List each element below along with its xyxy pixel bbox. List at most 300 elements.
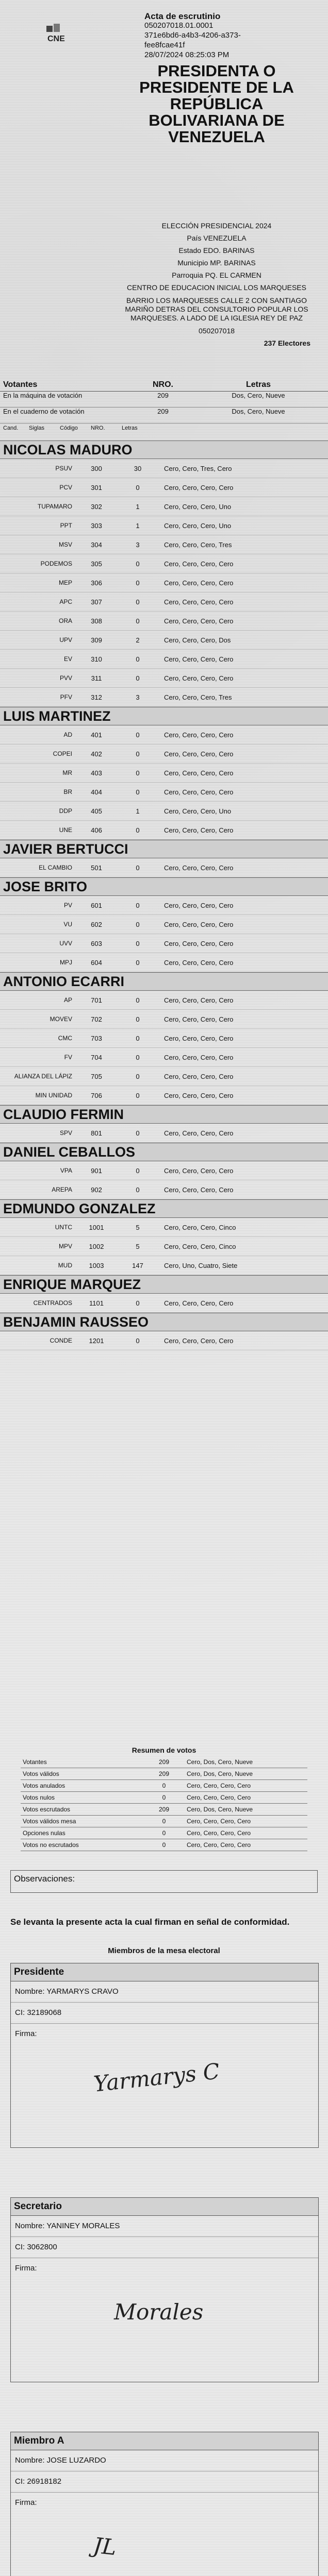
summary-label: Votos anulados xyxy=(23,1782,65,1789)
party-code: 1003 xyxy=(89,1261,104,1269)
candidate-name: CLAUDIO FERMIN xyxy=(0,1105,328,1124)
party-code: 604 xyxy=(91,958,102,967)
party-acronym: BR xyxy=(63,788,72,795)
party-acronym: CENTRADOS xyxy=(33,1299,72,1307)
party-votes: 0 xyxy=(136,1015,140,1023)
party-votes: 0 xyxy=(136,1299,140,1307)
party-code: 401 xyxy=(91,731,102,739)
party-row xyxy=(0,1048,328,1067)
cne-logo xyxy=(45,21,89,43)
party-code: 309 xyxy=(91,636,102,644)
col-letters: Letras xyxy=(245,380,271,389)
col-voters: Votantes xyxy=(3,380,38,389)
party-acronym: CMC xyxy=(58,1035,72,1042)
center-address: BARRIO LOS MARQUESES CALLE 2 CON SANTIAGO MARIÑO DETRAS DEL CONSULTORIO POPULAR LOS MARQUESES. A LADO DE LA IGLESIA REY DE PAZ xyxy=(125,296,308,322)
party-acronym: PFV xyxy=(60,693,72,701)
party-code: 901 xyxy=(91,1166,102,1175)
acta-header xyxy=(0,0,328,170)
party-votes: 5 xyxy=(136,1242,140,1250)
party-votes: 0 xyxy=(136,731,140,739)
voters-row-book xyxy=(0,408,328,423)
party-acronym: EV xyxy=(63,655,72,663)
party-code: 603 xyxy=(91,939,102,947)
party-votes: 0 xyxy=(136,958,140,967)
party-votes-letters: Cero, Cero, Cero, Cero xyxy=(164,1034,234,1042)
party-row xyxy=(0,744,328,764)
party-votes-letters: Cero, Cero, Cero, Uno xyxy=(164,502,232,511)
party-votes-letters: Cero, Cero, Cero, Cero xyxy=(164,1185,234,1194)
party-acronym: DDP xyxy=(59,807,72,815)
candidate-name: ANTONIO ECARRI xyxy=(0,972,328,991)
party-code: 902 xyxy=(91,1185,102,1194)
party-code: 305 xyxy=(91,560,102,568)
signature: JL xyxy=(92,2532,118,2561)
party-row xyxy=(0,953,328,972)
candidate-name: BENJAMIN RAUSSEO xyxy=(0,1313,328,1331)
party-votes-letters: Cero, Cero, Cero, Cero xyxy=(164,996,234,1004)
voters-row-machine xyxy=(0,392,328,408)
party-code: 602 xyxy=(91,920,102,928)
party-votes-letters: Cero, Cero, Cero, Cero xyxy=(164,579,234,587)
party-row xyxy=(0,1010,328,1029)
signer-role: Miembro A xyxy=(11,2432,318,2450)
party-row xyxy=(0,573,328,592)
party-votes-letters: Cero, Cero, Cero, Cero xyxy=(164,617,234,625)
voters-row-label: En el cuaderno de votación xyxy=(3,408,85,415)
party-acronym: ORA xyxy=(58,617,72,624)
center-code: 050207018 xyxy=(198,327,235,335)
party-votes-letters: Cero, Cero, Cero, Cero xyxy=(164,655,234,663)
party-votes-letters: Cero, Cero, Cero, Cero xyxy=(164,731,234,739)
party-acronym: MPV xyxy=(58,1243,72,1250)
party-code: 705 xyxy=(91,1072,102,1080)
party-row xyxy=(0,1294,328,1313)
party-acronym: UPV xyxy=(59,636,72,643)
summary-row xyxy=(21,1780,307,1792)
acta-code: 050207018.01.0001 xyxy=(144,21,214,30)
party-votes-letters: Cero, Cero, Cero, Cero xyxy=(164,1072,234,1080)
party-votes-letters: Cero, Cero, Cero, Cero xyxy=(164,598,234,606)
acta-title: Acta de escrutinio xyxy=(144,11,221,21)
party-code: 301 xyxy=(91,483,102,492)
party-acronym: UNE xyxy=(59,826,72,834)
party-acronym: PCV xyxy=(59,484,72,491)
candidate-columns xyxy=(0,423,328,433)
summary-row xyxy=(21,1792,307,1804)
party-code: 310 xyxy=(91,655,102,663)
party-votes: 0 xyxy=(136,617,140,625)
party-code: 706 xyxy=(91,1091,102,1099)
col-code: Código xyxy=(60,425,78,431)
summary-label: Votos válidos mesa xyxy=(23,1818,76,1825)
party-row xyxy=(0,1086,328,1105)
party-code: 1002 xyxy=(89,1242,104,1250)
voting-center: CENTRO DE EDUCACION INICIAL LOS MARQUESES xyxy=(127,283,306,292)
party-code: 701 xyxy=(91,996,102,1004)
party-code: 406 xyxy=(91,826,102,834)
candidate-name: LUIS MARTINEZ xyxy=(0,707,328,725)
party-code: 501 xyxy=(91,863,102,872)
observations-label: Observaciones: xyxy=(14,1874,75,1884)
party-acronym: UNTC xyxy=(55,1224,72,1231)
party-row xyxy=(0,934,328,953)
signature-area xyxy=(11,2513,318,2576)
party-votes-letters: Cero, Cero, Cero, Cinco xyxy=(164,1242,236,1250)
party-acronym: PV xyxy=(63,902,72,909)
party-row xyxy=(0,725,328,744)
party-row xyxy=(0,1256,328,1275)
party-row xyxy=(0,896,328,915)
party-votes: 0 xyxy=(136,1072,140,1080)
party-votes-letters: Cero, Cero, Cero, Cero xyxy=(164,1091,234,1099)
summary-letters: Cero, Dos, Cero, Nueve xyxy=(187,1806,253,1813)
party-code: 300 xyxy=(91,464,102,472)
party-votes-letters: Cero, Cero, Cero, Cero xyxy=(164,1053,234,1061)
party-row xyxy=(0,669,328,688)
party-votes: 0 xyxy=(136,769,140,777)
signer-name: Nombre: YANINEY MORALES xyxy=(11,2216,318,2237)
party-votes-letters: Cero, Cero, Cero, Cero xyxy=(164,1336,234,1345)
location-block xyxy=(119,222,315,351)
party-code: 312 xyxy=(91,693,102,701)
summary-nro: 209 xyxy=(158,1770,170,1777)
party-acronym: PVV xyxy=(59,674,72,682)
party-row xyxy=(0,650,328,669)
summary-nro: 0 xyxy=(162,1818,166,1825)
party-acronym: TUPAMARO xyxy=(37,503,72,510)
party-votes: 0 xyxy=(136,1129,140,1137)
party-acronym: VU xyxy=(63,921,72,928)
party-votes-letters: Cero, Cero, Cero, Cero xyxy=(164,1015,234,1023)
summary-title: Resumen de votos xyxy=(132,1746,196,1754)
party-code: 303 xyxy=(91,521,102,530)
party-row xyxy=(0,592,328,612)
party-votes-letters: Cero, Cero, Cero, Cero xyxy=(164,788,234,796)
party-votes: 0 xyxy=(136,750,140,758)
signer-ci: CI: 3062800 xyxy=(11,2237,318,2258)
party-row xyxy=(0,688,328,707)
party-row xyxy=(0,858,328,877)
party-votes-letters: Cero, Cero, Cero, Tres xyxy=(164,693,232,701)
party-acronym: AD xyxy=(63,731,72,738)
party-row xyxy=(0,612,328,631)
party-row xyxy=(0,497,328,516)
party-votes-letters: Cero, Cero, Cero, Uno xyxy=(164,521,232,530)
voters-row-label: En la máquina de votación xyxy=(3,392,83,399)
electors-count: 237 Electores xyxy=(264,339,310,347)
signer-name: Nombre: YARMARYS CRAVO xyxy=(11,1981,318,2003)
summary-row xyxy=(21,1839,307,1851)
party-acronym: PODEMOS xyxy=(40,560,72,567)
party-votes-letters: Cero, Cero, Cero, Cero xyxy=(164,483,234,492)
summary-label: Votos no escrutados xyxy=(23,1841,79,1849)
party-votes: 0 xyxy=(136,1166,140,1175)
party-votes-letters: Cero, Cero, Cero, Cero xyxy=(164,769,234,777)
party-acronym: MPJ xyxy=(60,959,72,966)
party-code: 311 xyxy=(91,674,102,682)
party-row xyxy=(0,1067,328,1086)
party-code: 308 xyxy=(91,617,102,625)
party-votes-letters: Cero, Cero, Tres, Cero xyxy=(164,464,232,472)
acta-meta xyxy=(144,11,309,60)
party-votes-letters: Cero, Cero, Cero, Cero xyxy=(164,863,234,872)
summary-nro: 0 xyxy=(162,1841,166,1849)
summary-letters: Cero, Cero, Cero, Cero xyxy=(187,1841,251,1849)
signer-block xyxy=(10,2432,319,2576)
summary-row xyxy=(21,1827,307,1839)
summary-row xyxy=(21,1804,307,1816)
summary-letters: Cero, Cero, Cero, Cero xyxy=(187,1794,251,1801)
party-votes-letters: Cero, Cero, Cero, Cero xyxy=(164,1299,234,1307)
party-code: 307 xyxy=(91,598,102,606)
party-votes: 0 xyxy=(136,674,140,682)
signature-area xyxy=(11,2279,318,2382)
party-votes-letters: Cero, Cero, Cero, Tres xyxy=(164,540,232,549)
acta-id-2: fee8fcae41f xyxy=(144,41,185,49)
party-acronym: UVV xyxy=(59,940,72,947)
signer-block xyxy=(10,2197,319,2382)
col-cand: Cand. xyxy=(3,425,19,431)
party-votes: 0 xyxy=(136,863,140,872)
party-acronym: MSV xyxy=(58,541,72,548)
voters-row-letters: Dos, Cero, Nueve xyxy=(232,408,285,415)
party-row xyxy=(0,554,328,573)
signer-block xyxy=(10,1963,319,2148)
party-acronym: FV xyxy=(64,1054,72,1061)
party-votes: 0 xyxy=(136,939,140,947)
party-acronym: PSUV xyxy=(55,465,72,472)
summary-letters: Cero, Cero, Cero, Cero xyxy=(187,1782,251,1789)
party-row xyxy=(0,783,328,802)
summary-label: Votos escrutados xyxy=(23,1806,71,1813)
summary-nro: 0 xyxy=(162,1782,166,1789)
closing-text: Se levanta la presente acta la cual firman en señal de conformidad. xyxy=(10,1917,290,1927)
party-code: 402 xyxy=(91,750,102,758)
party-row xyxy=(0,1237,328,1256)
party-votes: 0 xyxy=(136,579,140,587)
party-votes-letters: Cero, Cero, Cero, Cero xyxy=(164,1166,234,1175)
summary-label: Opciones nulas xyxy=(23,1829,65,1837)
party-acronym: PPT xyxy=(60,522,72,529)
party-row xyxy=(0,535,328,554)
party-votes: 147 xyxy=(132,1261,143,1269)
party-acronym: CONDE xyxy=(50,1337,72,1344)
voters-header-row xyxy=(0,379,328,392)
party-acronym: VPA xyxy=(60,1167,72,1174)
party-acronym: COPEI xyxy=(53,750,72,757)
party-votes: 0 xyxy=(136,655,140,663)
summary-label: Votantes xyxy=(23,1758,47,1766)
party-code: 302 xyxy=(91,502,102,511)
party-acronym: APC xyxy=(59,598,72,605)
party-code: 304 xyxy=(91,540,102,549)
party-votes: 3 xyxy=(136,693,140,701)
signer-name: Nombre: JOSE LUZARDO xyxy=(11,2450,318,2471)
party-votes: 0 xyxy=(136,1053,140,1061)
party-row xyxy=(0,991,328,1010)
summary-label: Votos válidos xyxy=(23,1770,59,1777)
signature: Morales xyxy=(114,2299,204,2325)
party-code: 306 xyxy=(91,579,102,587)
voters-table xyxy=(0,379,328,433)
party-acronym: SPV xyxy=(59,1129,72,1137)
signature-area xyxy=(11,2044,318,2147)
party-row xyxy=(0,821,328,840)
logo-text: CNE xyxy=(47,35,65,43)
party-votes-letters: Cero, Cero, Cero, Cero xyxy=(164,1129,234,1137)
summary-nro: 209 xyxy=(158,1806,170,1813)
party-votes: 1 xyxy=(136,502,140,511)
col-siglas: Siglas xyxy=(29,425,44,431)
state: Estado EDO. BARINAS xyxy=(178,246,255,255)
party-votes-letters: Cero, Cero, Cero, Uno xyxy=(164,807,232,815)
page-title: PRESIDENTA O PRESIDENTE DE LA REPÚBLICA BOLIVARIANA DE VENEZUELA xyxy=(139,62,294,146)
party-votes: 0 xyxy=(136,560,140,568)
party-votes-letters: Cero, Cero, Cero, Cero xyxy=(164,826,234,834)
summary-row xyxy=(21,1816,307,1827)
parish: Parroquia PQ. EL CARMEN xyxy=(172,271,261,279)
municipality: Municipio MP. BARINAS xyxy=(177,259,256,267)
votes-summary xyxy=(21,1744,307,1851)
party-row xyxy=(0,516,328,535)
party-code: 403 xyxy=(91,769,102,777)
party-row xyxy=(0,1161,328,1180)
party-code: 404 xyxy=(91,788,102,796)
candidate-name: NICOLAS MADURO xyxy=(0,440,328,459)
party-acronym: AP xyxy=(63,996,72,1004)
summary-rows xyxy=(21,1756,307,1851)
col-nro: NRO. xyxy=(153,380,173,389)
party-row xyxy=(0,478,328,497)
candidate-name: JAVIER BERTUCCI xyxy=(0,840,328,858)
party-code: 405 xyxy=(91,807,102,815)
summary-row xyxy=(21,1768,307,1780)
party-code: 702 xyxy=(91,1015,102,1023)
signer-ci: CI: 26918182 xyxy=(11,2471,318,2493)
signature-label: Firma: xyxy=(15,2264,37,2273)
voters-row-nro: 209 xyxy=(157,408,169,415)
signature-label: Firma: xyxy=(15,2498,37,2507)
party-votes: 0 xyxy=(136,901,140,909)
signer-ci: CI: 32189068 xyxy=(11,2003,318,2024)
observations-box xyxy=(10,1870,318,1893)
party-votes-letters: Cero, Cero, Cero, Cero xyxy=(164,958,234,967)
signer-role: Presidente xyxy=(11,1963,318,1981)
party-code: 703 xyxy=(91,1034,102,1042)
signature: Yarmarys C xyxy=(92,2058,221,2097)
voters-row-letters: Dos, Cero, Nueve xyxy=(232,392,285,399)
party-code: 704 xyxy=(91,1053,102,1061)
party-row xyxy=(0,1124,328,1143)
col-number: NRO. xyxy=(91,425,105,431)
country: País VENEZUELA xyxy=(187,234,247,242)
candidate-name: JOSE BRITO xyxy=(0,877,328,896)
party-votes-letters: Cero, Cero, Cero, Cinco xyxy=(164,1223,236,1231)
party-row xyxy=(0,1331,328,1350)
party-votes: 0 xyxy=(136,996,140,1004)
summary-nro: 0 xyxy=(162,1829,166,1837)
summary-letters: Cero, Dos, Cero, Nueve xyxy=(187,1770,253,1777)
acta-timestamp: 28/07/2024 08:25:03 PM xyxy=(144,50,229,59)
summary-letters: Cero, Dos, Cero, Nueve xyxy=(187,1758,253,1766)
party-row xyxy=(0,1029,328,1048)
party-acronym: MIN UNIDAD xyxy=(35,1092,72,1099)
party-votes-letters: Cero, Cero, Cero, Cero xyxy=(164,674,234,682)
election-name: ELECCIÓN PRESIDENCIAL 2024 xyxy=(161,222,272,230)
party-votes-letters: Cero, Uno, Cuatro, Siete xyxy=(164,1261,238,1269)
signer-role: Secretario xyxy=(11,2198,318,2216)
candidate-name: EDMUNDO GONZALEZ xyxy=(0,1199,328,1218)
party-code: 1101 xyxy=(89,1299,104,1307)
party-votes: 30 xyxy=(134,464,142,472)
summary-letters: Cero, Cero, Cero, Cero xyxy=(187,1818,251,1825)
summary-label: Votos nulos xyxy=(23,1794,55,1801)
party-votes: 0 xyxy=(136,1091,140,1099)
party-votes: 1 xyxy=(136,521,140,530)
col-letras: Letras xyxy=(122,425,138,431)
candidate-name: DANIEL CEBALLOS xyxy=(0,1143,328,1161)
party-row xyxy=(0,802,328,821)
party-votes: 0 xyxy=(136,598,140,606)
candidate-name: ENRIQUE MARQUEZ xyxy=(0,1275,328,1294)
party-votes-letters: Cero, Cero, Cero, Cero xyxy=(164,560,234,568)
candidate-results xyxy=(0,440,328,1350)
party-row xyxy=(0,764,328,783)
voters-row-nro: 209 xyxy=(157,392,169,399)
party-votes-letters: Cero, Cero, Cero, Cero xyxy=(164,901,234,909)
party-votes: 0 xyxy=(136,1336,140,1345)
party-votes-letters: Cero, Cero, Cero, Cero xyxy=(164,920,234,928)
party-votes: 0 xyxy=(136,483,140,492)
party-votes: 0 xyxy=(136,788,140,796)
party-acronym: MEP xyxy=(58,579,72,586)
summary-row xyxy=(21,1756,307,1768)
party-code: 1001 xyxy=(89,1223,104,1231)
party-votes: 0 xyxy=(136,1185,140,1194)
summary-nro: 0 xyxy=(162,1794,166,1801)
party-votes: 3 xyxy=(136,540,140,549)
party-acronym: AREPA xyxy=(52,1186,72,1193)
party-acronym: MR xyxy=(62,769,72,776)
party-votes: 0 xyxy=(136,1034,140,1042)
party-votes-letters: Cero, Cero, Cero, Cero xyxy=(164,939,234,947)
party-code: 601 xyxy=(91,901,102,909)
party-votes-letters: Cero, Cero, Cero, Cero xyxy=(164,750,234,758)
party-votes: 1 xyxy=(136,807,140,815)
party-acronym: MUD xyxy=(58,1262,72,1269)
party-votes: 0 xyxy=(136,826,140,834)
acta-id-1: 371e6bd6-a4b3-4206-a373- xyxy=(144,31,241,40)
members-title: Miembros de la mesa electoral xyxy=(108,1946,220,1955)
party-row xyxy=(0,631,328,650)
summary-nro: 209 xyxy=(158,1758,170,1766)
party-code: 801 xyxy=(91,1129,102,1137)
summary-letters: Cero, Cero, Cero, Cero xyxy=(187,1829,251,1837)
party-votes-letters: Cero, Cero, Cero, Dos xyxy=(164,636,231,644)
party-acronym: EL CAMBIO xyxy=(39,864,72,871)
party-acronym: MOVEV xyxy=(50,1015,72,1023)
signature-label: Firma: xyxy=(15,2029,37,2038)
party-code: 1201 xyxy=(89,1336,104,1345)
party-votes: 0 xyxy=(136,920,140,928)
party-acronym: ALIANZA DEL LÁPIZ xyxy=(14,1073,72,1080)
party-row xyxy=(0,1180,328,1199)
party-row xyxy=(0,459,328,478)
party-votes: 5 xyxy=(136,1223,140,1231)
party-row xyxy=(0,915,328,934)
party-row xyxy=(0,1218,328,1237)
party-votes: 2 xyxy=(136,636,140,644)
